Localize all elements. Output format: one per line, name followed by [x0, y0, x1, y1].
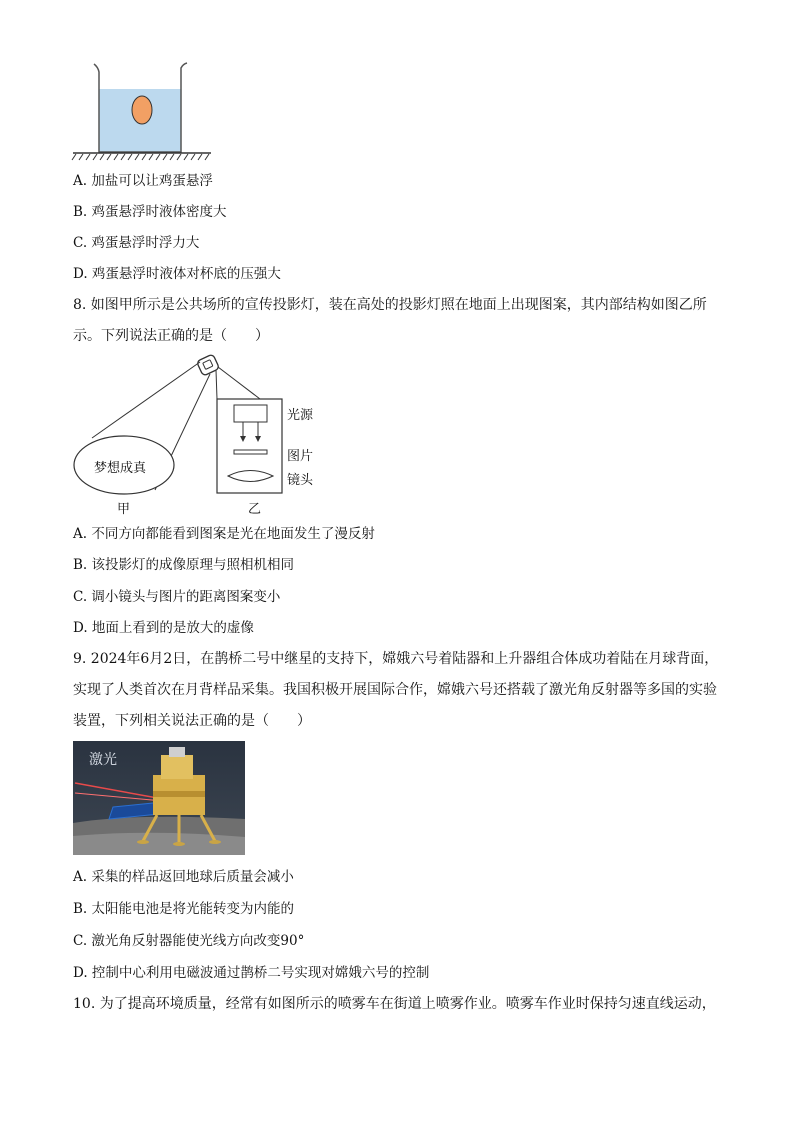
q9-stem-line2: 实现了人类首次在月背样品采集。我国积极开展国际合作，嫦娥六号还搭载了激光角反射器等多国的实验	[73, 682, 717, 698]
q9-option-d[interactable]: D. 控制中心利用电磁波通过鹊桥二号实现对嫦娥六号的控制	[73, 965, 430, 981]
label-yi: 乙	[248, 502, 262, 517]
q7-option-b[interactable]: B. 鸡蛋悬浮时液体密度大	[73, 204, 227, 220]
q8-option-c[interactable]: C. 调小镜头与图片的距离图案变小	[73, 589, 281, 605]
label-picture: 图片	[287, 449, 314, 464]
projector-figure	[70, 350, 330, 520]
q9-stem-line1: 9. 2024年6月2日，在鹊桥二号中继星的支持下，嫦娥六号着陆器和上升器组合体成功着陆在月球背面，	[73, 651, 719, 667]
q8-option-d[interactable]: D. 地面上看到的是放大的虚像	[73, 620, 254, 636]
ellipse-text: 梦想成真	[94, 461, 147, 476]
label-jia: 甲	[117, 502, 131, 517]
egg	[132, 96, 152, 124]
photo-label-laser: 激光	[89, 752, 117, 768]
q7-option-a[interactable]: A. 加盐可以让鸡蛋悬浮	[73, 173, 213, 189]
picture-slide	[234, 450, 267, 454]
q8-stem-line1: 8. 如图甲所示是公共场所的宣传投影灯，装在高处的投影灯照在地面上出现图案，其内部结构如图乙所	[73, 297, 707, 313]
q9-option-c[interactable]: C. 激光角反射器能使光线方向改变90°	[73, 933, 305, 949]
label-lens: 镜头	[287, 473, 314, 488]
q8-option-b[interactable]: B. 该投影灯的成像原理与照相机相同	[73, 557, 295, 573]
q9-stem-line3: 装置，下列相关说法正确的是（ ）	[73, 713, 311, 729]
q7-option-d[interactable]: D. 鸡蛋悬浮时液体对杯底的压强大	[73, 266, 281, 282]
q8-option-a[interactable]: A. 不同方向都能看到图案是光在地面发生了漫反射	[73, 526, 375, 542]
q9-option-a[interactable]: A. 采集的样品返回地球后质量会减小	[73, 869, 294, 885]
light-source-rect	[234, 405, 267, 422]
q10-stem-line1: 10. 为了提高环境质量，经常有如图所示的喷雾车在街道上喷雾作业。喷雾车作业时保持匀速直线运动，	[73, 996, 716, 1012]
label-light-source: 光源	[287, 408, 314, 423]
q9-option-b[interactable]: B. 太阳能电池是将光能转变为内能的	[73, 901, 295, 917]
q8-stem-line2: 示。下列说法正确的是（ ）	[73, 328, 269, 344]
q7-option-c[interactable]: C. 鸡蛋悬浮时浮力大	[73, 235, 200, 251]
beaker-egg-figure	[70, 58, 215, 164]
